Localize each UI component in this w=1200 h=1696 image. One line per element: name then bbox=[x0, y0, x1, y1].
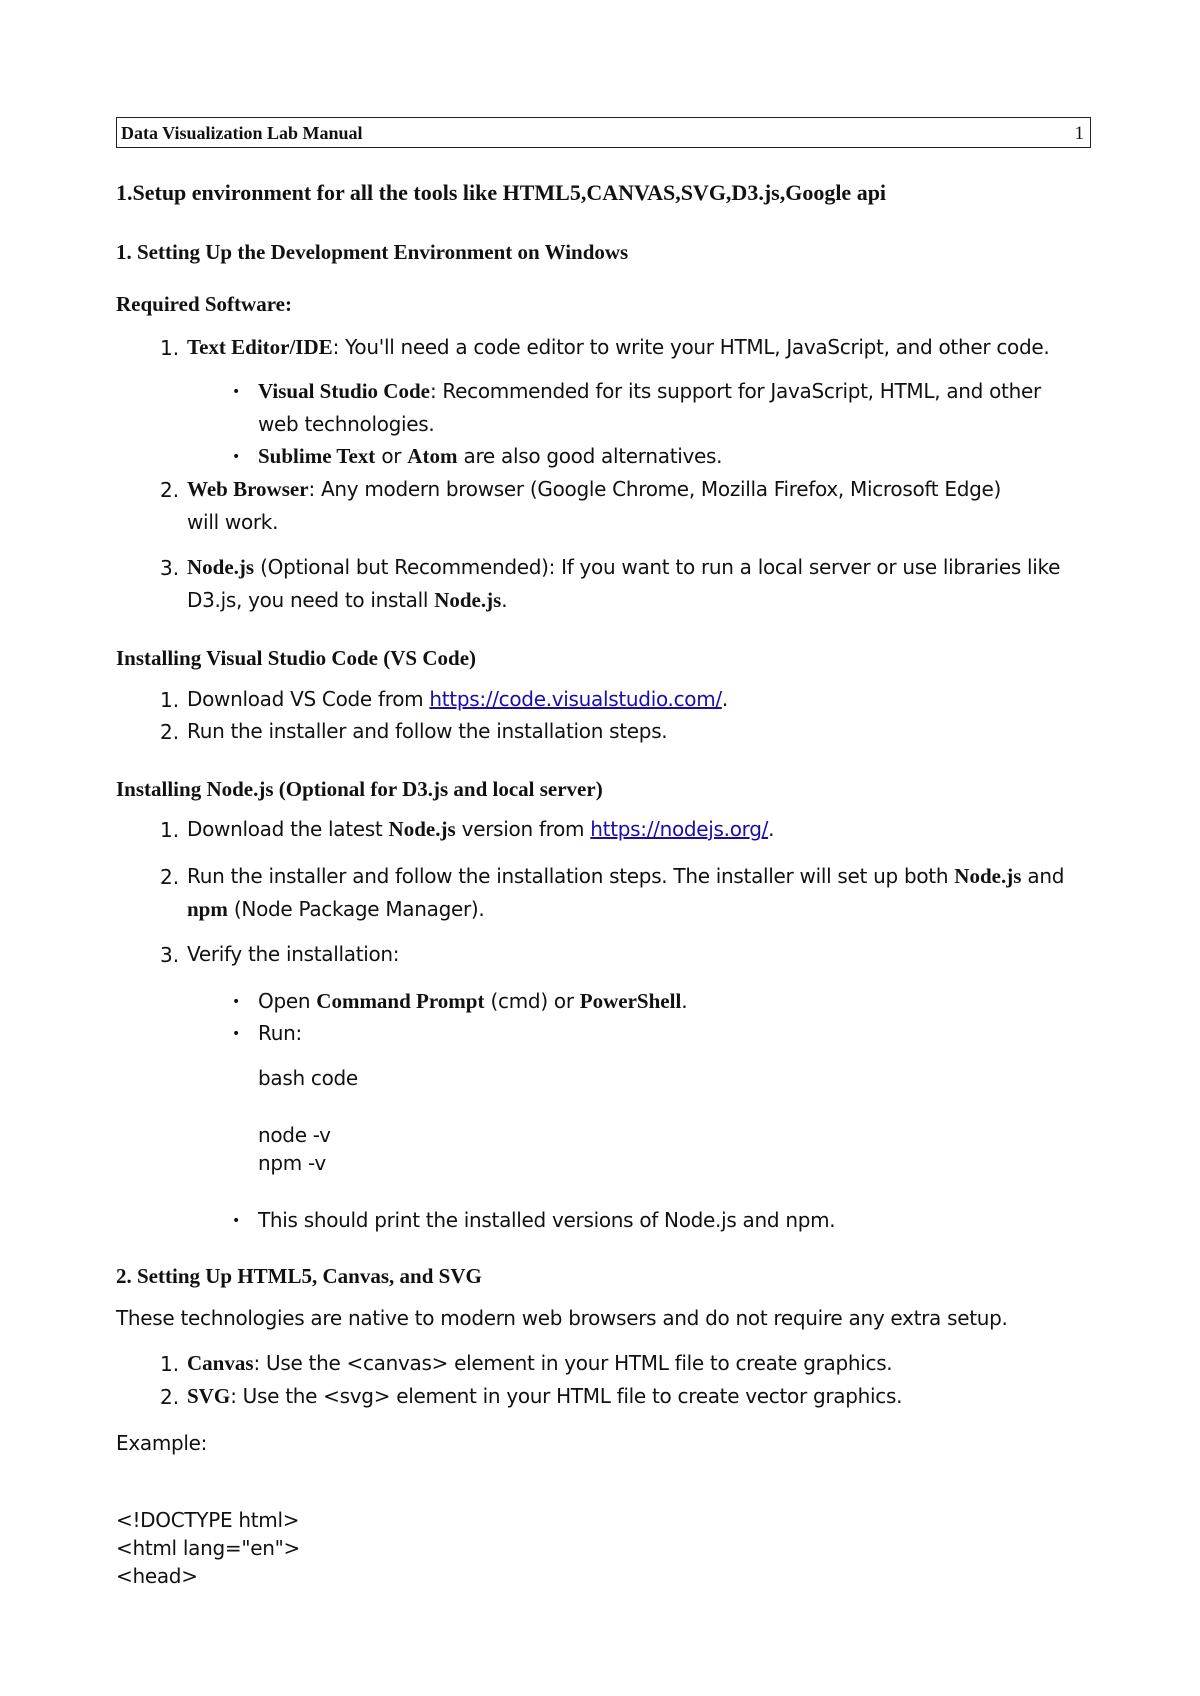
item-text: : Use the <svg> element in your HTML file to create vector graphics. bbox=[230, 1384, 903, 1408]
sub-item-bold: Atom bbox=[407, 444, 458, 468]
list-item-bold: Text Editor/IDE bbox=[187, 335, 333, 359]
step-bold: Node.js bbox=[954, 864, 1022, 888]
sub-item-bold: Visual Studio Code bbox=[258, 379, 430, 403]
list-item-web-browser-cont: will work. bbox=[187, 510, 279, 534]
verify-bullet-run: Run: bbox=[258, 1021, 302, 1045]
step-text: Download the latest bbox=[187, 817, 389, 841]
sub-item-vscode bbox=[258, 379, 1041, 404]
nodejs-step-1 bbox=[187, 817, 774, 842]
list-number: 2. bbox=[160, 1385, 180, 1409]
step-text: . bbox=[768, 817, 775, 841]
item-bold: Canvas bbox=[187, 1351, 254, 1375]
list-item-bold: Node.js bbox=[434, 588, 502, 612]
step-bold: npm bbox=[187, 897, 228, 921]
section-2-item-svg bbox=[187, 1384, 902, 1409]
verify-bullet-result: This should print the installed versions of Node.js and npm. bbox=[258, 1208, 836, 1232]
example-label: Example: bbox=[116, 1431, 208, 1455]
step-text: Run the installer and follow the installation steps. The installer will set up both bbox=[187, 864, 955, 888]
bullet-icon: • bbox=[232, 449, 241, 465]
step-text: . bbox=[721, 687, 728, 711]
list-item-text: : Any modern browser (Google Chrome, Mozilla Firefox, Microsoft Edge) bbox=[308, 477, 1002, 501]
sub-item-bold: Sublime Text bbox=[258, 444, 376, 468]
bullet-icon: • bbox=[232, 1213, 241, 1229]
vscode-step-2: Run the installer and follow the installation steps. bbox=[187, 719, 668, 743]
nodejs-step-2-cont bbox=[187, 897, 484, 922]
bullet-icon: • bbox=[232, 384, 241, 400]
list-item-nodejs-cont bbox=[187, 588, 507, 613]
item-text: : Use the <canvas> element in your HTML file to create graphics. bbox=[253, 1351, 893, 1375]
sub-item-text: or bbox=[375, 444, 408, 468]
code-line: <head> bbox=[116, 1564, 198, 1588]
bullet-text: (cmd) or bbox=[484, 989, 580, 1013]
nodejs-heading: Installing Node.js (Optional for D3.js and local server) bbox=[116, 777, 603, 801]
sub-item-vscode-cont: web technologies. bbox=[258, 412, 435, 436]
list-number: 1. bbox=[160, 688, 180, 712]
code-line: <html lang="en"> bbox=[116, 1536, 300, 1560]
list-number: 1. bbox=[160, 818, 180, 842]
code-line: npm -v bbox=[258, 1151, 326, 1175]
sub-item-alternatives bbox=[258, 444, 722, 469]
list-number: 1. bbox=[160, 1352, 180, 1376]
code-line: node -v bbox=[258, 1123, 331, 1147]
list-item-nodejs bbox=[187, 555, 1060, 580]
vscode-heading: Installing Visual Studio Code (VS Code) bbox=[116, 646, 477, 670]
header-title: Data Visualization Lab Manual bbox=[121, 123, 363, 143]
bullet-text: Open bbox=[258, 989, 317, 1013]
sub-item-text: are also good alternatives. bbox=[457, 444, 723, 468]
list-item-web-browser bbox=[187, 477, 1001, 502]
section-2-intro: These technologies are native to modern web browsers and do not require any extra setup. bbox=[116, 1306, 1008, 1330]
bullet-icon: • bbox=[232, 994, 241, 1010]
list-item-text: . bbox=[501, 588, 508, 612]
section-1-title: 1. Setting Up the Development Environment on Windows bbox=[116, 240, 629, 264]
step-bold: Node.js bbox=[388, 817, 456, 841]
list-item-bold: Web Browser bbox=[187, 477, 309, 501]
list-number: 1. bbox=[160, 336, 180, 360]
page-number: 1 bbox=[1074, 123, 1084, 144]
list-number: 2. bbox=[160, 478, 180, 502]
list-item-text: (Optional but Recommended): If you want to run a local server or use libraries like bbox=[254, 555, 1061, 579]
bullet-bold: Command Prompt bbox=[316, 989, 485, 1013]
list-number: 2. bbox=[160, 720, 180, 744]
step-text: version from bbox=[455, 817, 591, 841]
step-text: and bbox=[1021, 864, 1065, 888]
bullet-bold: PowerShell bbox=[579, 989, 682, 1013]
list-item-text-editor bbox=[187, 335, 1049, 360]
bullet-text: . bbox=[681, 989, 688, 1013]
vscode-step-1 bbox=[187, 687, 728, 711]
section-2-title: 2. Setting Up HTML5, Canvas, and SVG bbox=[116, 1264, 482, 1288]
vscode-download-link[interactable]: https://code.visualstudio.com/ bbox=[429, 687, 722, 711]
list-number: 3. bbox=[160, 943, 180, 967]
item-bold: SVG bbox=[187, 1384, 231, 1408]
section-2-item-canvas bbox=[187, 1351, 892, 1376]
nodejs-download-link[interactable]: https://nodejs.org/ bbox=[590, 817, 769, 841]
list-number: 3. bbox=[160, 556, 180, 580]
verify-bullet-open-cmd bbox=[258, 989, 687, 1014]
list-number: 2. bbox=[160, 865, 180, 889]
nodejs-step-2 bbox=[187, 864, 1064, 889]
bullet-icon: • bbox=[232, 1026, 241, 1042]
list-item-bold: Node.js bbox=[187, 555, 255, 579]
main-title: 1.Setup environment for all the tools like HTML5,CANVAS,SVG,D3.js,Google api bbox=[116, 180, 887, 205]
step-text: Download VS Code from bbox=[187, 687, 430, 711]
list-item-text: D3.js, you need to install bbox=[187, 588, 435, 612]
sub-item-text: : Recommended for its support for JavaScript, HTML, and other bbox=[429, 379, 1041, 403]
required-software-heading: Required Software: bbox=[116, 292, 292, 316]
list-item-text: : You'll need a code editor to write your HTML, JavaScript, and other code. bbox=[332, 335, 1050, 359]
nodejs-step-3: Verify the installation: bbox=[187, 942, 400, 966]
code-line: <!DOCTYPE html> bbox=[116, 1508, 300, 1532]
step-text: (Node Package Manager). bbox=[227, 897, 485, 921]
page-header bbox=[116, 117, 1091, 148]
code-label: bash code bbox=[258, 1066, 358, 1090]
